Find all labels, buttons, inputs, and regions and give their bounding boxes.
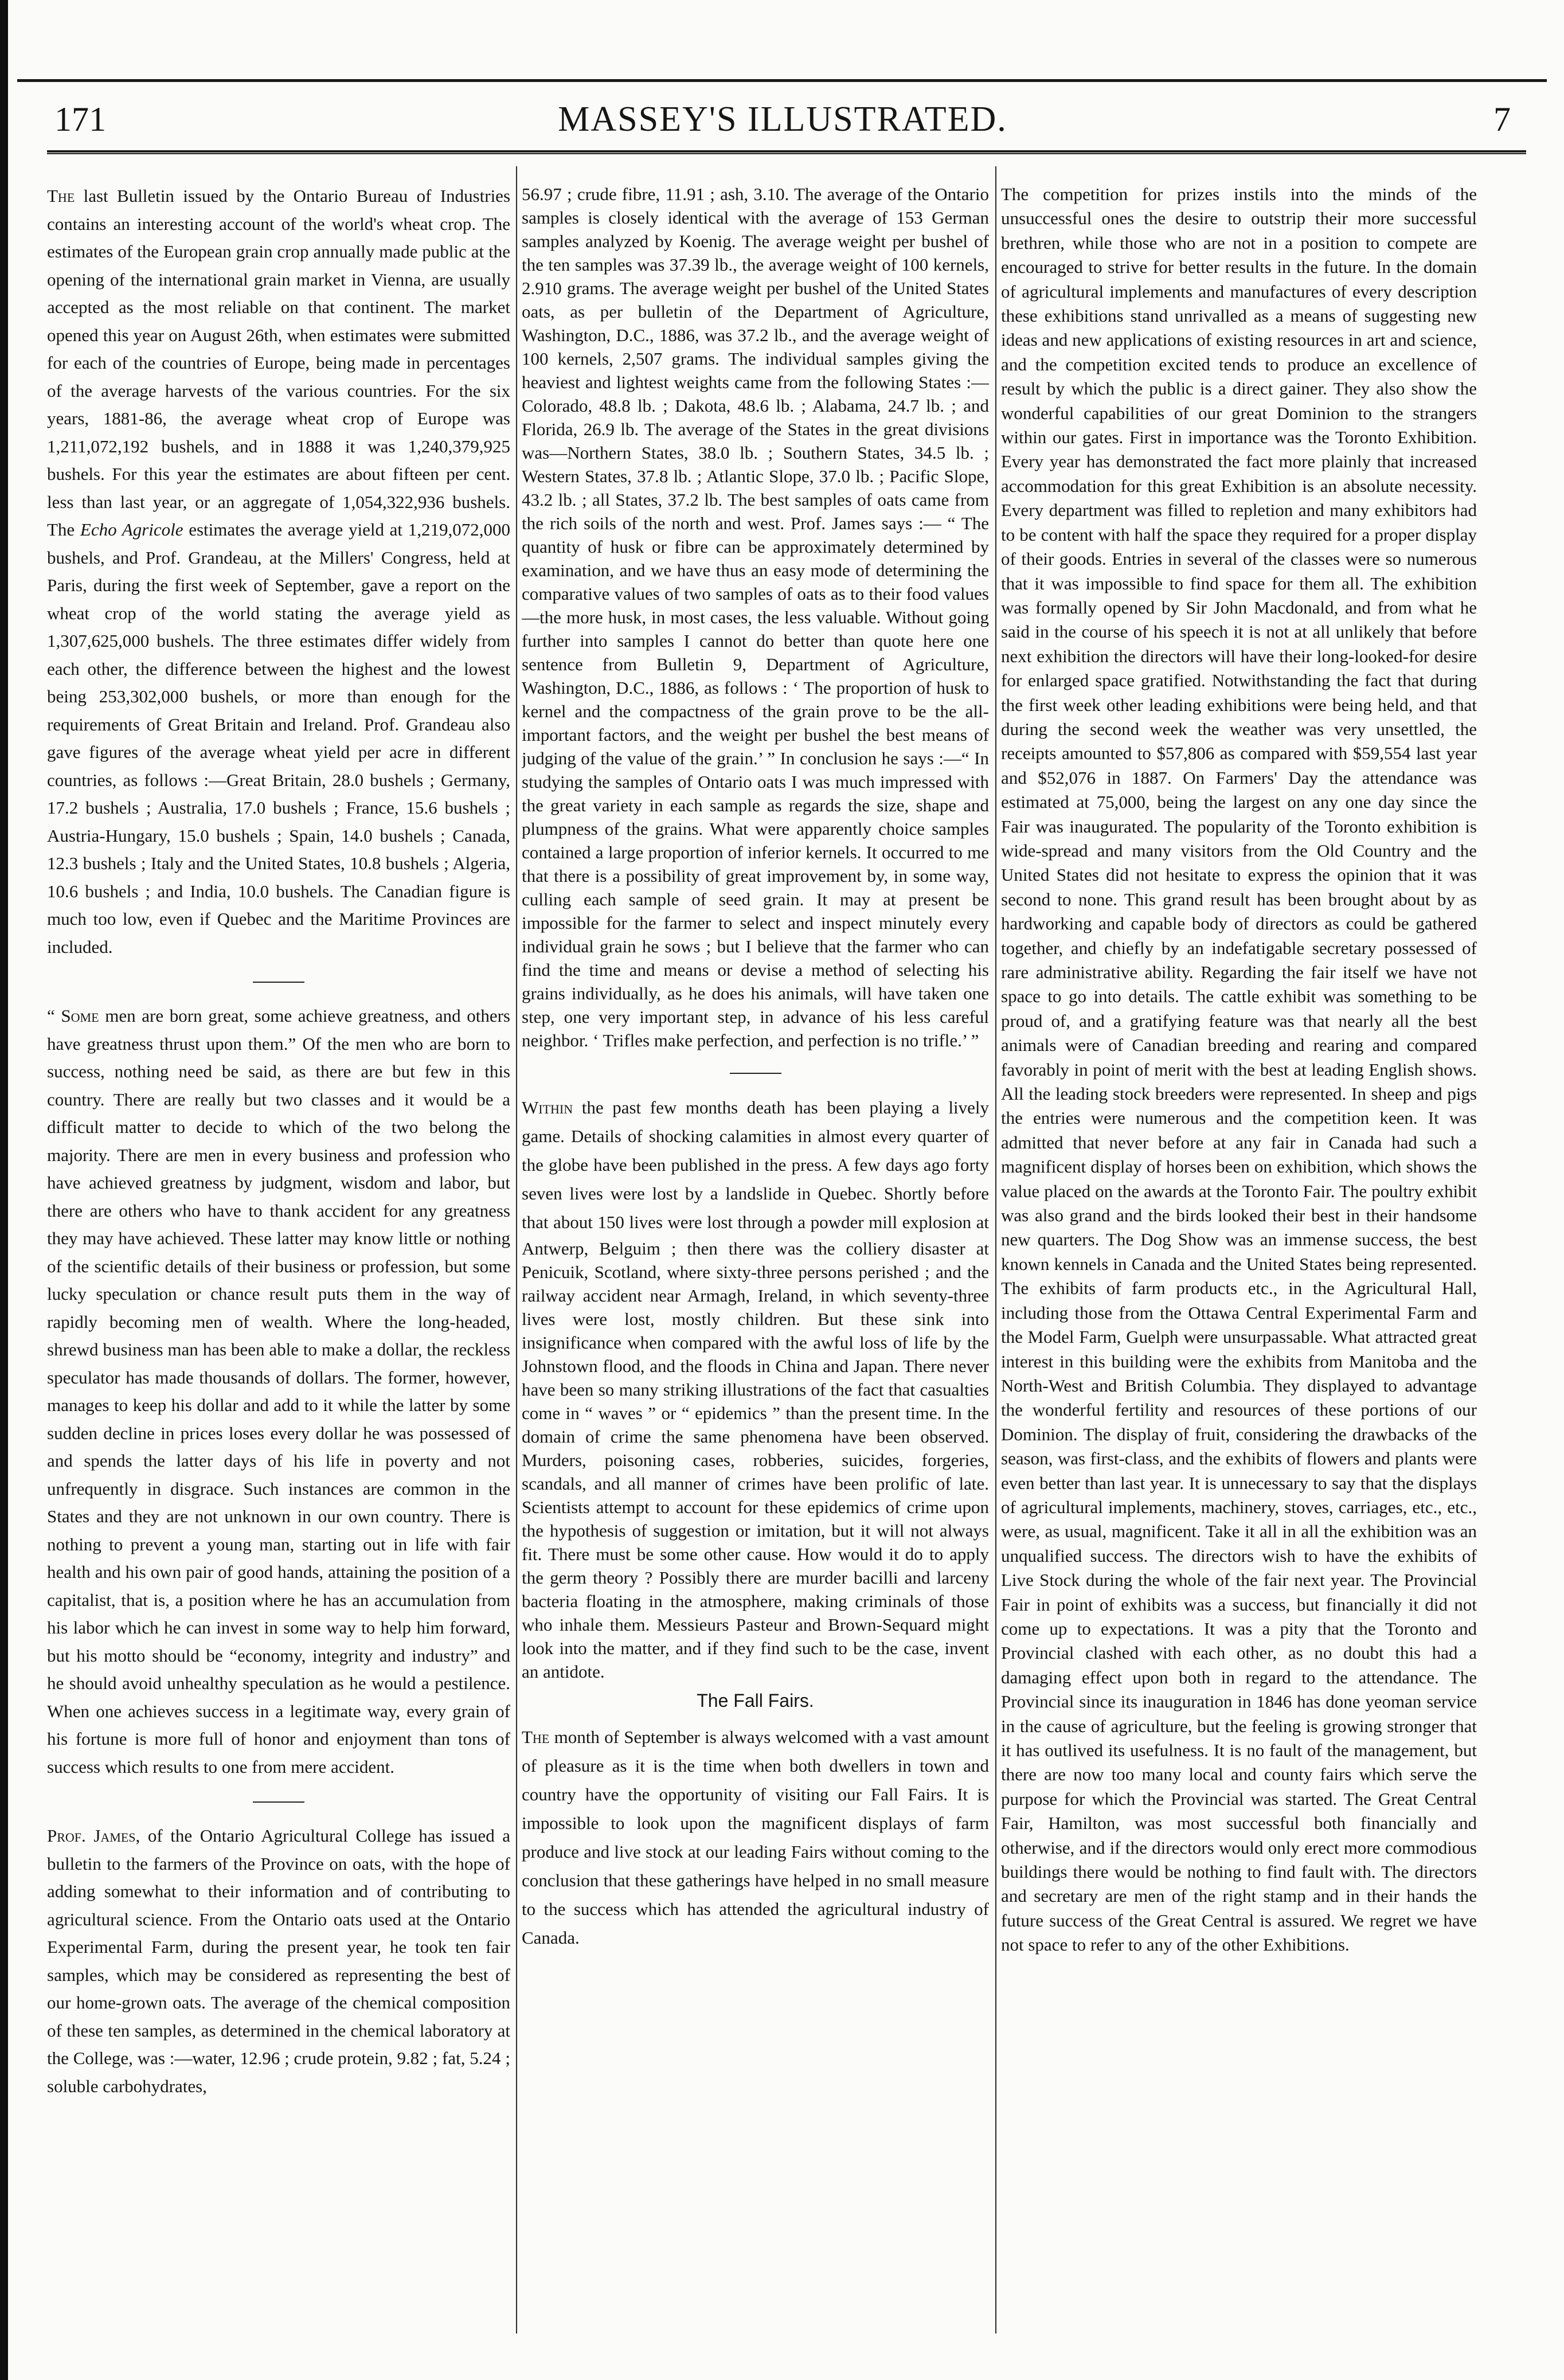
article-text: of the Ontario Agricultural College has issued a bulletin to the farmers of the Province on oats, with the hope of adding somewhat to their information and of contributing to agricultural science. From the Ontario oats used at the Ontario Experimental Farm, during the present year, he took ten fair samples, which may be considered as representing the best of our home-grown oats. The average of the chemical composition of these ten samples, as determined in the chemical laboratory at the College, was :—water, 12.96 ; crude protein, 9.82 ; fat, 5.24 ; soluble carbohydrates, (47, 1826, 510, 2096)
column-3 (1001, 182, 1477, 2338)
section-divider (253, 982, 304, 983)
binding-edge (0, 0, 8, 2380)
lead-word: The (47, 186, 75, 206)
column-1 (47, 182, 510, 2338)
article-text: month of September is always welcomed with a vast amount of pleasure as it is the time when both dwellers in town and country have the opportunity of visiting our Fall Fairs. It is impossible to look upon the magnificent displays of farm produce and live stock at our leading Fairs without coming to the conclusion that these gatherings have helped in no small measure to the success which has attended the agricultural industry of Canada. (522, 1727, 989, 1948)
section-divider (730, 1073, 781, 1074)
page-header (54, 96, 1511, 145)
header-rule (47, 150, 1526, 154)
publication-name: Echo Agricole (80, 519, 183, 540)
page-number-left: 171 (54, 100, 106, 138)
column-rule-2 (995, 166, 996, 2334)
article-calamities (522, 1093, 989, 1683)
column-2 (522, 182, 989, 2338)
lead-word: “ Some (47, 1006, 99, 1026)
section-divider (253, 1801, 304, 1803)
lead-word: Within (522, 1097, 573, 1117)
article-oats-continued (522, 182, 989, 1052)
masthead-title: MASSEY'S ILLUSTRATED. (558, 100, 1007, 139)
article-text: the past few months death has been playing a lively game. Details of shocking calamities in almost every quarter of the globe have been published in the press. A few days ago forty seven lives were lost by a landslide in Quebec. Shortly before that about 150 lives were lost through a powder (522, 1097, 989, 1232)
article-text: men are born great, some achieve greatness, and others have greatness thrust upon them.” Of the men who are born to success, nothing need be said, as there are but few in this country. There are really but two classes and it would be a difficult matter to decide to which of the two belong the majority. There are men in every business and profession who have achieved greatness by judgment, wisdom and labor, but there are others who have to thank accident for any greatness they may have achieved. These latter may know little or nothing of the scientific details of their business or profession, but some lucky speculation or chance result puts them in the way of rapidly becoming men of wealth. Where the long-headed, shrewd business man has been able to make a dollar, the reckless speculator has made thousands of dollars. The former, however, manages to keep his dollar and add to it while the latter by some sudden decline in prices loses every dollar he was possessed of and spends the latter days of his life in poverty and not unfrequently in disgrace. Such instances are common in the States and they are not unknown in our own country. There is nothing to prevent a young man, starting out in life with fair health and his own pair of good hands, attaining the position of a capitalist, that is, a position where he has an accumulation from his labor which he can invest in some way to help him forward, but his motto should be “economy, integrity and industry” and he should avoid unhealthy speculation as he would a pestilence. When one achieves success in a legitimate way, every grain of his fortune is more full of honor and enjoyment than tons of success which results to one from mere accident. (47, 1006, 510, 1777)
top-rule (17, 79, 1547, 82)
article-greatness (47, 1002, 510, 1781)
lead-word: Prof. James, (47, 1826, 140, 1846)
article-text: last Bulletin issued by the Ontario Bureau of Industries contains an interesting account of the world's wheat crop. The estimates of the European grain crop annually made public at the opening of the international grain market in Vienna, are usually accepted as the most reliable on that continent. The market opened this year on August 26th, when estimates were submitted for each of the countries of Europe, being made in percentages of the average harvests of the various countries. For the six years, 1881-86, the average wheat crop of Europe was 1,211,072,192 bushels, and in 1888 it was 1,240,379,925 bushels. For this year the estimates are about fifteen per cent. less than last year, or an aggregate of 1,054,322,936 bushels. The (47, 186, 510, 540)
article-text: estimates the average yield at 1,219,072,000 bushels, and Prof. Grandeau, at the Millers' Congress, held at Paris, during the first week of September, gave a report on the wheat crop of the world stating the average yield as 1,307,625,000 bushels. The three estimates differ widely from each other, the difference between the highest and the lowest being 253,302,000 bushels, or more than enough for the requirements of Great Britain and Ireland. Prof. Grandeau also gave figures of the average wheat yield per acre in different countries, as follows :—Great Britain, 28.0 bushels ; Germany, 17.2 bushels ; Australia, 17.0 bushels ; France, 15.6 bushels ; Austria-Hungary, 15.0 bushels ; Spain, 14.0 bushels ; Canada, 12.3 bushels ; Italy and the United States, 10.8 bushels ; Algeria, 10.6 bushels ; and India, 10.0 bushels. The Canadian figure is much too low, even if Quebec and the Maritime Provinces are included. (47, 519, 510, 957)
page-number-right: 7 (1493, 100, 1511, 138)
article-oats-bulletin (47, 1822, 510, 2100)
section-heading: The Fall Fairs. (697, 1690, 814, 1711)
article-text: 56.97 ; crude fibre, 11.91 ; ash, 3.10. The average of the Ontario samples is closely identical with the average of 153 German samples analyzed by Koenig. The average weight per bushel of the ten samples was 37.39 lb., the average weight of 100 kernels, 2.910 grams. The average weight per bushel of the United States oats, as per bulletin of the Department of Agriculture, Washington, D.C., 1886, was 37.2 lb., and the average weight of 100 kernels, 2,507 grams. The individual samples giving the heaviest and lightest weights came from the following States :—Colorado, 48.8 lb. ; Dakota, 48.6 lb. ; Alabama, 24.7 lb. ; and Florida, 26.9 lb. The average of the States in the great divisions was—Northern States, 38.0 lb. ; Southern States, 34.5 lb. ; Western States, 37.8 lb. ; Atlantic Slope, 37.0 lb. ; Pacific Slope, 43.2 lb. ; all States, 37.2 lb. The best samples of oats came from the rich soils of the north and west. Prof. James says :— “ The quantity of husk or fibre can be approximately determined by examination, and we have thus an easy mode of determining the comparative values of two samples of oats as to their food values —the more husk, in most cases, the less valuable. Without going further into samples I cannot do better than quote here one sentence from Bulletin 9, Department of Agriculture, Washington, D.C., 1886, as follows : ‘ The proportion of husk to kernel and the compactness of the grain prove to be the all-important factors, and the weight per bushel the best means of judging of the value of the grain.’ ” In conclusion he says :—“ In studying the samples of Ontario oats I was much impressed with the great variety in each sample as regards the size, shape and plumpness of the grains. What were apparently choice samples contained a large proportion of inferior kernels. It occurred to me that there is a possibility of great improvement by, in some way, culling each sample of seed grain. It may at present be impossible for the farmer to select and inspect minutely every individual grain he sows ; but I believe that the farmer who can find the time and means or devise a method of selecting his grains individually, as he does his animals, will have taken one step, one very important step, in advance of his less careful neighbor. ‘ Trifles make perfection, and perfection is no trifle.’ ” (522, 184, 989, 1050)
article-fall-fairs (522, 1723, 989, 1952)
article-text: The competition for prizes instils into the minds of the unsuccessful ones the desire to outstrip their more successful brethren, while those who are not in a position to compete are encouraged to strive for better results in the future. In the domain of agricultural implements and manufactures of every description these exhibitions stand unrivalled as a means of suggesting new ideas and new applications of existing resources in art and science, and the competition excited tends to produce an excellence of result by which the public is a direct gainer. They also show the wonderful capabilities of our great Dominion to the strangers within our gates. First in importance was the Toronto Exhibition. Every year has demonstrated the fact more plainly that increased accommodation for this great Exhibition is an absolute necessity. Every department was filled to repletion and many exhibitors had to be content with half the space they required for a proper display of their goods. Entries in several of the classes were so numerous that it was impossible to find space for them all. The exhibition was formally opened by Sir John Macdonald, and from what he said in the course of his speech it is not at all unlikely that before next exhibition the directors will have their long-looked-for desire for enlarged space gratified. Notwithstanding the fact that during the first week other leading exhibitions were being held, and that during the second week the weather was very unsettled, the receipts amounted to $57,806 as compared with $59,554 last year and $52,076 in 1887. On Farmers' Day the attendance was estimated at 75,000, being the largest on any one day since the Fair was inaugurated. The popularity of the Toronto exhibition is wide-spread and many visitors from the Old Country and the United States did not hesitate to express the opinion that it was second to none. This grand result has been brought about by as hardworking and capable body of directors as could be gathered together, and chiefly by an indefatigable secretary possessed of rare administrative ability. Regarding the fair itself we have not space to go into details. The cattle exhibit was something to be proud of, and a gratifying feature was that nearly all the best animals were of Canadian breeding and rearing and compared favorably in point of merit with the best at leading English shows. All the leading stock breeders were represented. In sheep and pigs the entries were numerous and the competition keen. It was admitted that never before at any fair in Canada had such a magnificent display of horses been on exhibition, which shows the value placed on the awards at the Toronto Fair. The poultry exhibit was also grand and the birds looked their best in their handsome new quarters. The Dog Show was an immense success, the best known kennels in Canada and the United States being represented. The exhibits of farm products etc., in the Agricultural Hall, including those from the Ottawa Central Experimental Farm and the Model Farm, Guelph were unsurpassable. What attracted great interest in this building were the exhibits from Manitoba and the North-West and British Columbia. They displayed to advantage the wonderful fertility and resources of these portions of our Dominion. The display of fruit, considering the drawbacks of the season, was first-class, and the exhibits of flowers and plants were even better than last year. It is unnecessary to say that the displays of agricultural implements, machinery, stoves, carriages, etc., etc., were, as usual, magnificent. Take it all in all the exhibition was an unqualified success. The directors wish to have the exhibits of Live Stock during the whole of the fair next year. The Provincial Fair in point of exhibits was a success, but financially it did not come up to expectations. It was a pity that the Toronto and Provincial clashed with each other, as no doubt this had a damaging effect upon both in regard to the attendance. The Provincial since its inauguration in 1846 has done yeoman service in the cause of agriculture, but the feeling is growing stronger that it has outlived its usefulness. It is no fault of the management, but there are now too many local and county fairs which serve the purpose for which the Provincial was started. The Great Central Fair, Hamilton, was most successful both financially and otherwise, and if the directors would only erect more commodious buildings there would be nothing to find fault with. The directors and secretary are men of the right stamp and in their hands the future success of the Great Central is assured. We regret we have not space to refer to any of the other Exhibitions. (1001, 184, 1477, 1955)
article-wheat-crop (47, 182, 510, 961)
article-text: mill explosion at Antwerp, Belguim ; then there was the colliery disaster at Penicuik, Scotland, where sixty-three persons perished ; and the railway accident near Armagh, Ireland, in which seventy-three lives were lost, mostly children. But these sink into insignificance when compared with the awful loss of life by the Johnstown flood, and the floods in China and Japan. There never have been so many striking illustrations of the fact that casualties come in “ waves ” or “ epidemics ” than the present time. In the domain of crime the same phenomena have been observed. Murders, poisoning cases, robberies, suicides, forgeries, scandals, and all manner of crimes have been prolific of late. Scientists attempt to account for these epidemics of crime upon the hypothesis of suggestion or imitation, but it will not always fit. There must be some other cause. How would it do to apply the germ theory ? Possibly there are murder bacilli and larceny bacteria floating in the atmosphere, making criminals of those who inhale them. Messieurs Pasteur and Brown-Sequard might look into the matter, and if they find such to be the case, invent an antidote. (522, 1212, 989, 1682)
article-fall-fairs-continued (1001, 182, 1477, 1957)
column-rule-1 (516, 166, 517, 2334)
lead-word: The (522, 1727, 550, 1747)
